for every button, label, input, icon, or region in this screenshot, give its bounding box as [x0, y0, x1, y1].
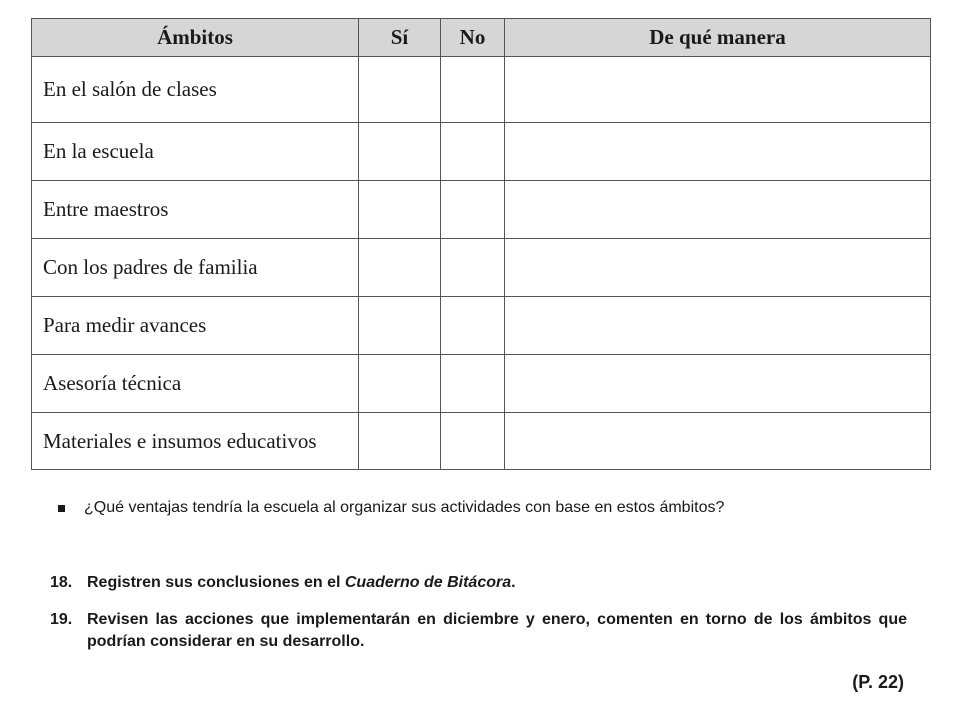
cuaderno-title: Cuaderno de Bitácora — [344, 574, 512, 591]
manera-cell[interactable] — [505, 57, 931, 123]
step-number: 18. — [50, 574, 73, 591]
table-row — [32, 123, 931, 181]
ambito-cell: En el salón de clases — [32, 57, 359, 123]
table-row — [32, 355, 931, 413]
no-cell[interactable] — [441, 355, 505, 413]
table-row — [32, 297, 931, 355]
page-reference: (P. 22) — [852, 672, 904, 692]
no-cell[interactable] — [441, 413, 505, 470]
no-cell[interactable] — [441, 123, 505, 181]
manera-cell[interactable] — [505, 355, 931, 413]
manera-cell[interactable] — [505, 413, 931, 470]
header-de-que-manera: De qué manera — [505, 19, 931, 57]
ambito-cell: Con los padres de familia — [32, 239, 359, 297]
si-cell[interactable] — [359, 239, 441, 297]
square-bullet-icon — [58, 505, 65, 512]
ambitos-table — [31, 18, 931, 470]
header-no: No — [441, 19, 505, 57]
ambito-cell: En la escuela — [32, 123, 359, 181]
step-19 — [50, 609, 907, 653]
si-cell[interactable] — [359, 57, 441, 123]
si-cell[interactable] — [359, 123, 441, 181]
step-text-after: . — [511, 574, 516, 591]
si-cell[interactable] — [359, 297, 441, 355]
table-row — [32, 413, 931, 470]
ambito-cell: Asesoría técnica — [32, 355, 359, 413]
no-cell[interactable] — [441, 297, 505, 355]
header-ambitos: Ámbitos — [32, 19, 359, 57]
table-header-row — [32, 19, 931, 57]
table-row — [32, 57, 931, 123]
ambito-cell: Para medir avances — [32, 297, 359, 355]
manera-cell[interactable] — [505, 123, 931, 181]
si-cell[interactable] — [359, 413, 441, 470]
question-text: ¿Qué ventajas tendría la escuela al organizar sus actividades con base en estos ámbitos? — [84, 499, 725, 516]
table-row — [32, 181, 931, 239]
step-text: Revisen las acciones que implementarán en diciembre y enero, comenten en torno de los ámbitos que podrían considerar en su desarrollo. — [87, 611, 907, 650]
header-si: Sí — [359, 19, 441, 57]
no-cell[interactable] — [441, 239, 505, 297]
ambito-cell: Materiales e insumos educativos — [32, 413, 359, 470]
table-row — [32, 239, 931, 297]
ambito-cell: Entre maestros — [32, 181, 359, 239]
step-number: 19. — [50, 611, 73, 628]
step-text — [87, 572, 907, 594]
step-18 — [50, 572, 907, 594]
no-cell[interactable] — [441, 181, 505, 239]
no-cell[interactable] — [441, 57, 505, 123]
si-cell[interactable] — [359, 355, 441, 413]
manera-cell[interactable] — [505, 181, 931, 239]
question-item — [58, 497, 906, 519]
si-cell[interactable] — [359, 181, 441, 239]
manera-cell[interactable] — [505, 239, 931, 297]
step-text-before: Registren sus conclusiones en el — [87, 574, 345, 591]
manera-cell[interactable] — [505, 297, 931, 355]
